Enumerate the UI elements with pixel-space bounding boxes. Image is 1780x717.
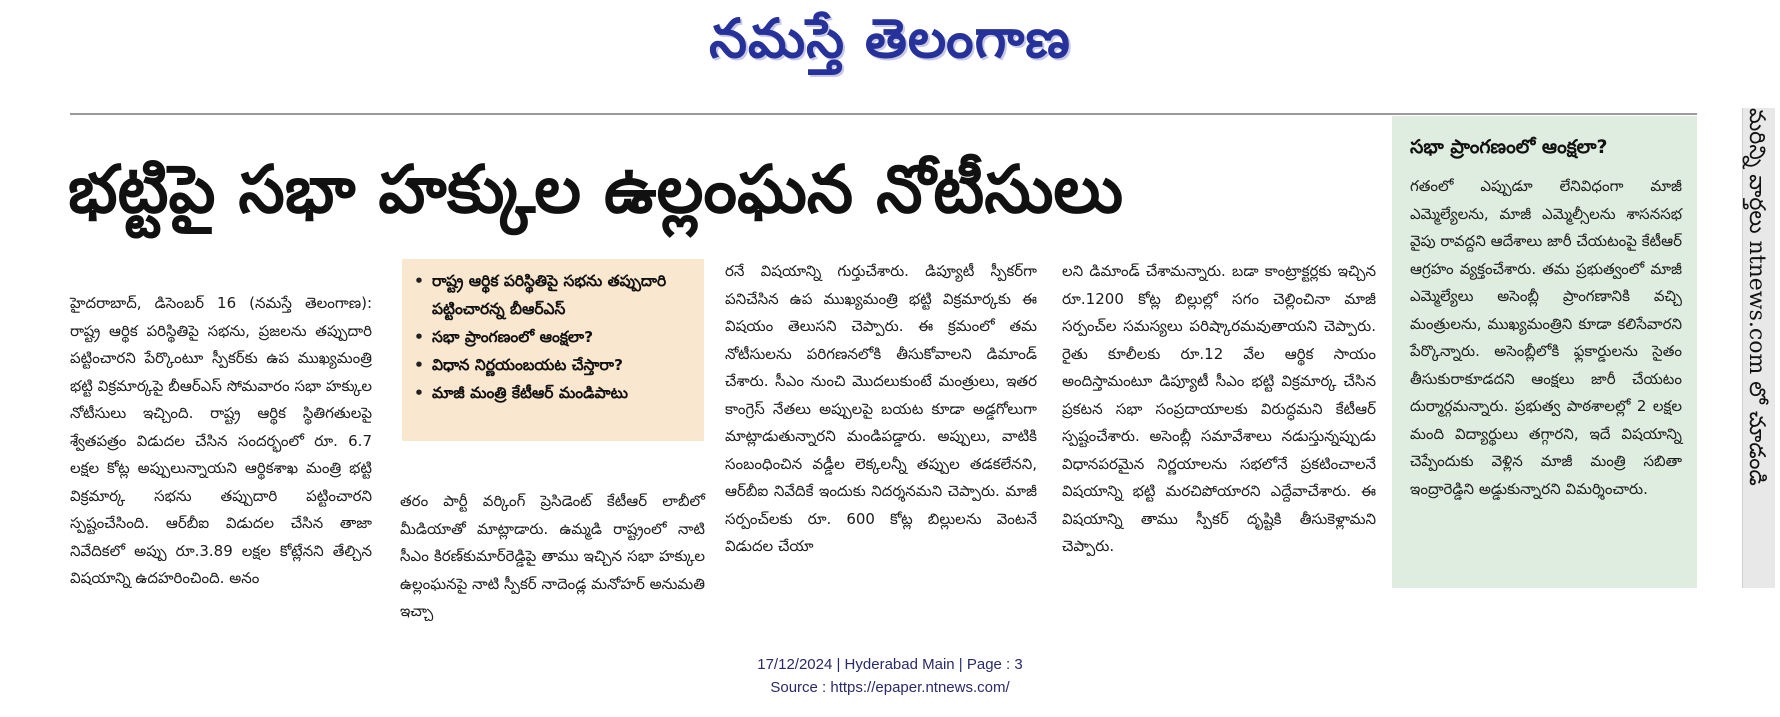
highlight-item [414, 323, 692, 351]
highlight-text: మాజీ మంత్రి కేటీఆర్ మండిపాటు [432, 384, 628, 402]
sidebar-title: సభా ప్రాంగణంలో ఆంక్షలా? [1410, 136, 1608, 158]
article-headline: భట్టిపై సభా హక్కుల ఉల్లంఘన నోటీసులు [68, 151, 1124, 228]
bullet-icon: • [414, 384, 424, 402]
sidebar-body: గతంలో ఎప్పుడూ లేనివిధంగా మాజీ ఎమ్మెల్యేలను, మాజీ ఎమ్మెల్సీలను శాసనసభ వైపు రావద్దని ఆదేశాలు జారీ చేయటంపై కేటీఆర్ ఆగ్రహం వ్యక్తంచేశారు. తమ ప్రభుత్వంలో మాజీ ఎమ్మెల్యేలు అసెంబ్లీ ప్రాంగణానికి వచ్చి మంత్రులను, ముఖ్యమంత్రిని కూడా కలిసేవారని పేర్కొన్నారు. అసెంబ్లీలోకి ఫ్లకార్డులను సైతం తీసుకురాకూడదని ఆంక్షలు జారీ చేయటం దుర్మార్గమన్నారు. ప్రభుత్వ పాఠశాలల్లో 2 లక్షల మంది విద్యార్థులు తగ్గారని, ఇదే విషయాన్ని చెప్పేందుకు వెళ్లిన మాజీ మంత్రి సబితా ఇంద్రారెడ్డిని అడ్డుకున్నారని విమర్శించారు. [1410, 177, 1682, 498]
highlights-list [414, 267, 692, 407]
article-column-1 [70, 290, 372, 610]
highlight-item [414, 379, 692, 407]
sidebar-box [1392, 116, 1697, 588]
highlight-item [414, 267, 692, 323]
vertical-promo-strip[interactable] [1742, 108, 1775, 588]
column-3-text: రనే విషయాన్ని గుర్తుచేశారు. డిప్యూటీ స్పీకర్‌గా పనిచేసిన ఉప ముఖ్యమంత్రి భట్టి విక్రమార్కకు ఈ విషయం తెలుసని చెప్పారు. ఈ క్రమంలో తమ నోటీసులను పరిగణనలోకి తీసుకోవాలని డిమాండ్ చేశారు. సీఎం నుంచి మొదలుకుంటే మంత్రులు, ఇతర కాంగ్రెస్ నేతలు అప్పులపై బయట కూడా అడ్డగోలుగా మాట్లాడుతున్నారని మండిపడ్డారు. అప్పులు, వాటికి సంబంధించిన వడ్డీల లెక్కలన్నీ తప్పుల తడకలేనని, ఆర్‌బీఐ నివేదికే ఇందుకు నిదర్శనమని చెప్పారు. మాజీ సర్పంచ్‌లకు రూ. 600 కోట్ల బిల్లులను వెంటనే విడుదల చేయా [725, 262, 1037, 555]
top-divider [70, 113, 1697, 115]
bullet-icon: • [414, 356, 424, 374]
column-4-text: లని డిమాండ్ చేశామన్నారు. బడా కాంట్రాక్టర్లకు ఇచ్చిన రూ.1200 కోట్ల బిల్లుల్లో సగం చెల్లించినా మాజీ సర్పంచ్‌ల సమస్యలు పరిష్కారమవుతాయని చెప్పారు. రైతు కూలీలకు రూ.12 వేల ఆర్థిక సాయం అందిస్తామంటూ డిప్యూటీ సీఎం భట్టి విక్రమార్క చేసిన ప్రకటన సభా సంప్రదాయాలకు విరుద్ధమని కేటీఆర్ స్పష్టంచేశారు. అసెంబ్లీ సమావేశాలు నడుస్తున్నప్పుడు విధానపరమైన నిర్ణయాలను సభలోనే ప్రకటించాలనే విషయాన్ని భట్టి మరచిపోయారని ఎద్దేవాచేశారు. ఈ విషయాన్ని తాము స్పీకర్ దృష్టికి తీసుకెళ్లామని చెప్పారు. [1062, 262, 1376, 555]
footer-source-link[interactable]: Source : https://epaper.ntnews.com/ [770, 679, 1010, 696]
highlight-text: సభా ప్రాంగణంలో ఆంక్షలా? [432, 328, 594, 346]
highlights-box [402, 259, 704, 441]
article-column-3 [725, 258, 1037, 608]
highlight-text: రాష్ట్ర ఆర్థిక పరిస్థితిపై సభను తప్పుదారి పట్టించారన్న బీఆర్‌ఎస్ [432, 272, 667, 318]
column-1-text: హైదరాబాద్, డిసెంబర్ 16 (నమస్తే తెలంగాణ): రాష్ట్ర ఆర్థిక పరిస్థితిపై సభను, ప్రజలను తప్పుదారి పట్టించారని పేర్కొంటూ స్పీకర్‌కు ఉప ముఖ్యమంత్రి భట్టి విక్రమార్కపై బీఆర్‌ఎస్ సోమవారం సభా హక్కుల నోటీసులు ఇచ్చింది. రాష్ట్ర ఆర్థిక స్థితిగతులపై శ్వేతపత్రం విడుదల చేసిన సందర్భంలో రూ. 6.7 లక్షల కోట్ల అప్పులున్నాయని ఆర్థికశాఖ మంత్రి భట్టి విక్రమార్క సభను తప్పుదారి పట్టించారని స్పష్టంచేసింది. ఆర్‌బీఐ విడుదల చేసిన తాజా నివేదికలో అప్పు రూ.3.89 లక్షల కోట్లేనని తేల్చిన విషయాన్ని ఉదహరించింది. అనం [70, 294, 372, 587]
footer-date-edition: 17/12/2024 | Hyderabad Main | Page : 3 [757, 656, 1023, 673]
highlight-item [414, 351, 692, 379]
highlight-text: విధాన నిర్ణయంబయట చేస్తారా? [432, 356, 623, 374]
column-2-text: తరం పార్టీ వర్కింగ్ ప్రెసిడెంట్ కేటీఆర్ లాబీలో మీడియాతో మాట్లాడారు. ఉమ్మడి రాష్ట్రంలో నాటి సీఎం కిరణ్‌కుమార్‌రెడ్డిపై తాము ఇచ్చిన సభా హక్కుల ఉల్లంఘనపై నాటి స్పీకర్ నాదెండ్ల మనోహర్ అనుమతి ఇచ్చా [400, 492, 705, 620]
vertical-promo-text: మరిన్ని వార్తలు ntnews.com లో చూడండి [1744, 108, 1769, 486]
masthead-title: నమస్తే తెలంగాణ [709, 6, 1071, 70]
bullet-icon: • [414, 328, 424, 346]
article-column-4 [1062, 258, 1376, 608]
bullet-icon: • [414, 272, 424, 290]
masthead-logo [0, 6, 1780, 84]
article-column-2 [400, 488, 705, 620]
